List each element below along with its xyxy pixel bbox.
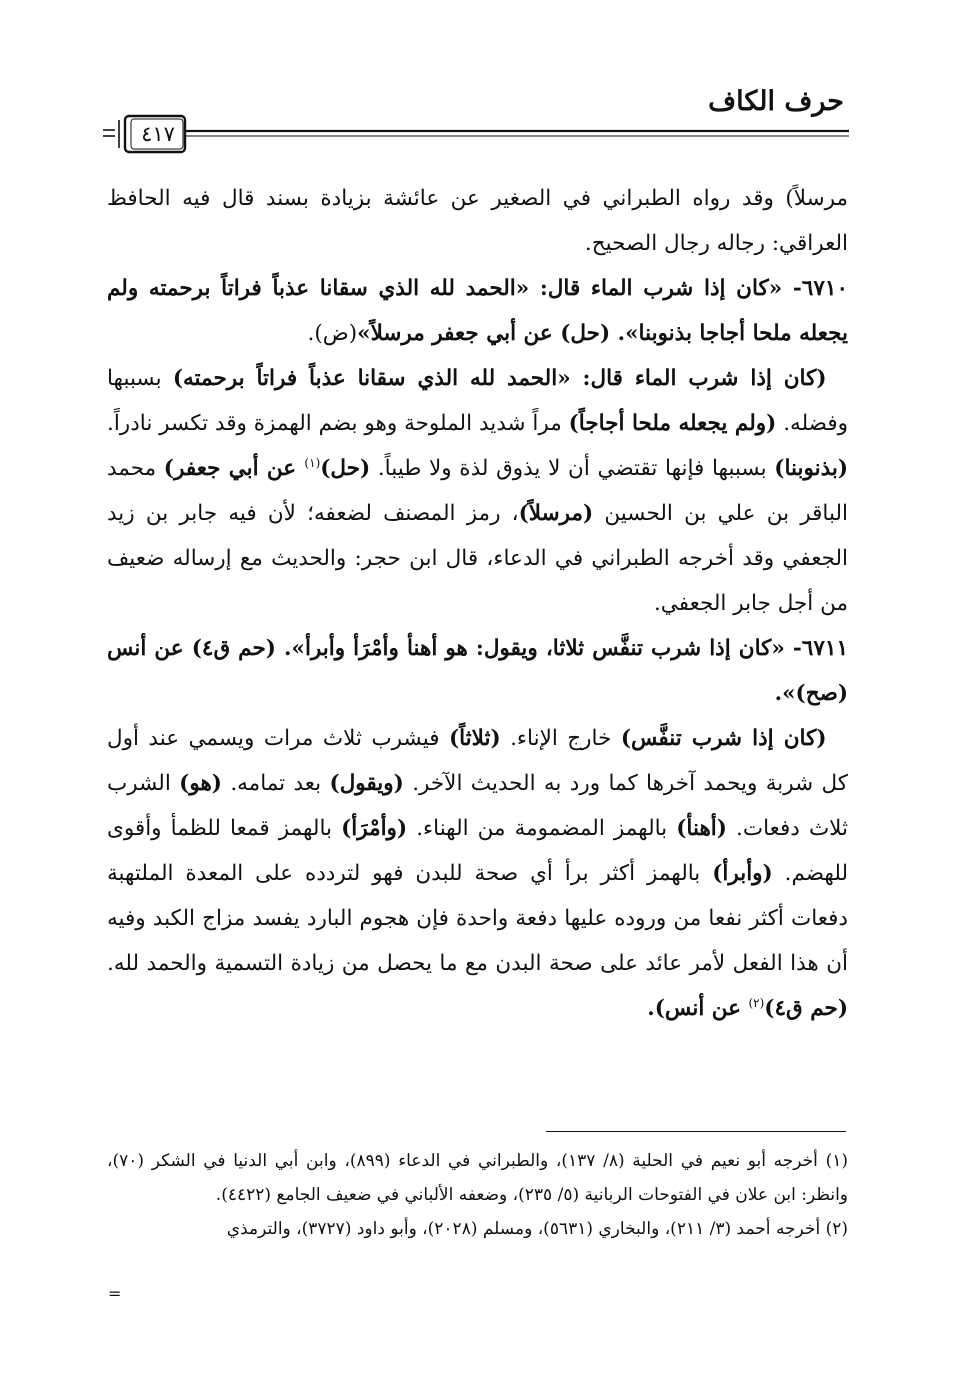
- commentary-segment: بسببها وفضله.: [107, 366, 848, 436]
- quote-segment: عن أبي جعفر): [163, 456, 305, 481]
- quote-segment: (حم ق٤): [764, 996, 848, 1021]
- footnote-2: (٢) أخرجه أحمد (٣/ ٢١١)، والبخاري (٥٦٣١)، ومسلم (٢٠٢٨)، وأبو داود (٣٧٢٧)، والترمذي: [226, 1219, 848, 1239]
- page-number: ٤١٧: [141, 122, 175, 146]
- footnote-ref-2[interactable]: (٢): [748, 995, 765, 1010]
- commentary-segment: محمد الباقر بن علي بن الحسين: [107, 456, 848, 526]
- quote-segment: (كان إذا شرب الماء قال: «الحمد لله الذي سقانا عذباً فراتاً برحمته): [172, 366, 827, 391]
- commentary-segment: ، رمز المصنف لضعفه؛ لأن فيه جابر بن زيد الجعفي وقد أخرجه الطبراني في الدعاء، قال ابن حجر: والحديث مع إرساله ضعيف من أجل جابر الجعفي.: [107, 501, 848, 616]
- commentary-segment: مراً شديد الملوحة وهو بضم الهمزة وقد تكسر نادراً.: [107, 411, 569, 436]
- commentary-segment: فيشرب ثلاث مرات ويسمي عند أول كل شربة ويحمد آخرها كما ورد به الحديث الآخر.: [107, 726, 848, 796]
- quote-segment: (هو): [179, 771, 222, 796]
- commentary-segment: الشرب ثلاث دفعات.: [107, 771, 848, 841]
- commentary-segment: بالهمز أكثر برأ أي صحة للبدن فهو لتردده على المعدة الملتهبة دفعات أكثر نفعا من وروده عليها دفعة واحدة فإن هجوم البارد يفسد مزاج الكبد وفيه أن هذا الفعل لأمر عائد على صحة البدن مع ما يحصل من زيادة التسمية والحمد لله.: [107, 861, 848, 976]
- page-title: حرف الكاف: [708, 86, 844, 117]
- paragraph-continuation: مرسلاً) وقد رواه الطبراني في الصغير عن عائشة بزيادة بسند قال فيه الحافظ العراقي: رجاله رجال الصحيح.: [107, 186, 848, 256]
- main-text: [107, 176, 848, 1031]
- quote-segment: عن أنس).: [647, 996, 749, 1021]
- quote-segment: (ويقول): [329, 771, 404, 796]
- quote-segment: (ثلاثاً): [448, 726, 501, 751]
- commentary-segment: بسببها فإنها تقتضي أن لا يذوق لذة ولا طيباً.: [370, 456, 775, 481]
- quote-segment: (وأمْرَأ): [341, 816, 408, 841]
- hadith-6710-grade: (ض).: [307, 321, 358, 346]
- commentary-6711: [107, 716, 848, 1031]
- hadith-6710: [107, 266, 848, 356]
- hadith-6711: ٦٧١١- «كان إذا شرب تنفَّس ثلاثا، ويقول: هو أهنأ وأمْرَأ وأبرأ». (حم ق٤) عن أنس (صح)».: [107, 636, 848, 706]
- commentary-segment: خارج الإناء.: [500, 726, 621, 751]
- quote-segment: (كان إذا شرب تنفَّس): [620, 726, 827, 751]
- header-rule-ornament: [103, 112, 849, 156]
- hadith-6710-text: ٦٧١٠- «كان إذا شرب الماء قال: «الحمد لله الذي سقانا عذباً فراتاً برحمته ولم يجعله ملحا أجاجا بذنوبنا». (حل) عن أبي جعفر مرسلاً»: [107, 276, 848, 346]
- commentary-6710: [107, 356, 848, 626]
- quote-segment: (أهنأ): [676, 816, 727, 841]
- continuation-mark: =: [108, 1284, 122, 1303]
- footnote-divider: [546, 1131, 846, 1132]
- footnote-ref-1[interactable]: (١): [304, 455, 321, 470]
- quote-segment: (وأبرأ): [712, 861, 773, 886]
- commentary-segment: بالهمز قمعا للظمأ وأقوى للهضم.: [107, 816, 849, 886]
- footnotes: [107, 1144, 848, 1246]
- quote-segment: (ولم يجعله ملحا أجاجاً): [568, 411, 777, 436]
- commentary-segment: بعد تمامه.: [221, 771, 330, 796]
- commentary-segment: بالهمز المضمومة من الهناء.: [407, 816, 677, 841]
- quote-segment: (مرسلاً): [518, 501, 594, 526]
- quote-segment: (بذنوبنا): [774, 456, 849, 481]
- quote-segment: (حل): [320, 456, 371, 481]
- footnote-1: (١) أخرجه أبو نعيم في الحلية (٨/ ١٣٧)، والطبراني في الدعاء (٨٩٩)، وابن أبي الدنيا في الشكر (٧٠)، وانظر: ابن علان في الفتوحات الربانية (٥/ ٢٣٥)، وضعفه الألباني في ضعيف الجامع (٤٤٢٢).: [107, 1151, 849, 1205]
